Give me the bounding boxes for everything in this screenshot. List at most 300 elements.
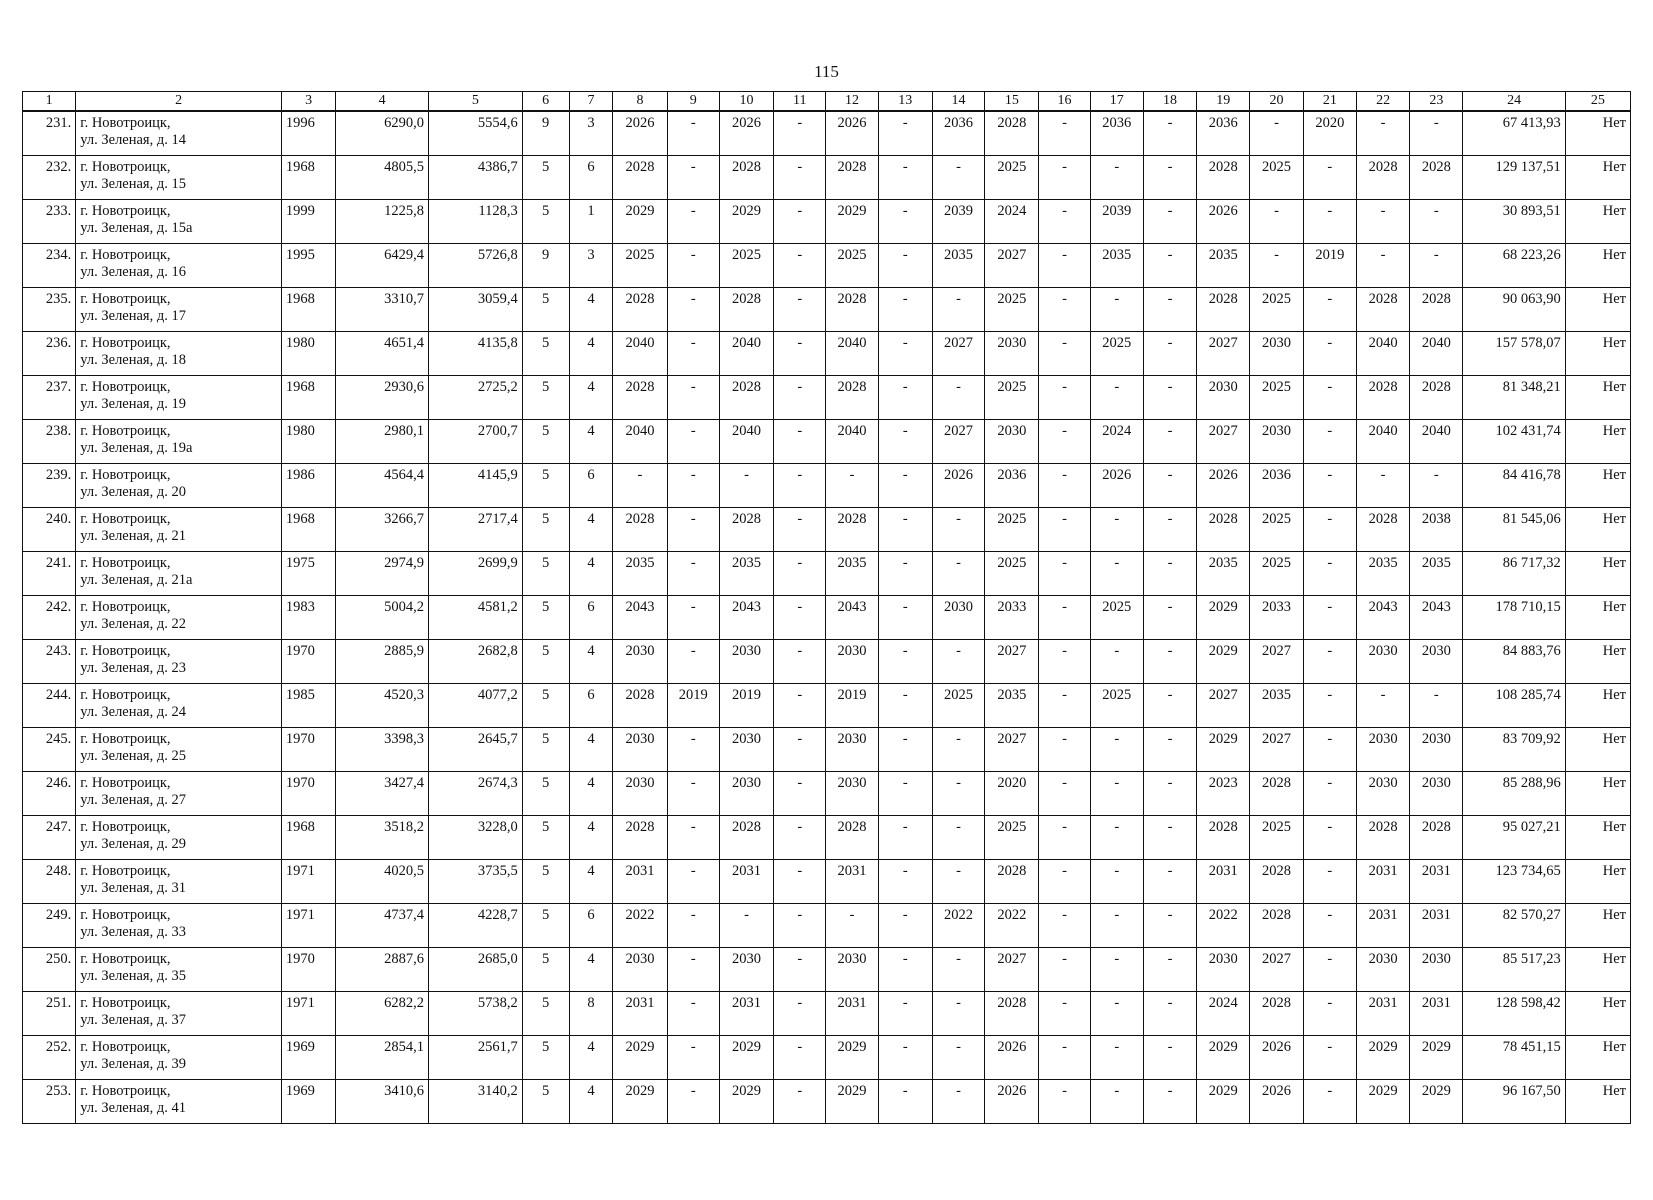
table-row bbox=[23, 991, 1631, 1035]
col-11-cell: - bbox=[774, 551, 826, 595]
col-16-cell: - bbox=[1039, 815, 1090, 859]
col-17-cell: - bbox=[1090, 991, 1143, 1035]
column-header-2: 2 bbox=[76, 92, 282, 112]
table-header bbox=[23, 92, 1631, 112]
col-11-cell: - bbox=[774, 727, 826, 771]
col-17-cell: - bbox=[1090, 155, 1143, 199]
col-19-cell: 2024 bbox=[1197, 991, 1250, 1035]
col-22-cell: 2031 bbox=[1356, 903, 1409, 947]
year-built: 1995 bbox=[281, 243, 335, 287]
col-6-cell: 5 bbox=[522, 287, 569, 331]
column-header-20: 20 bbox=[1250, 92, 1303, 112]
col-19-cell: 2035 bbox=[1197, 551, 1250, 595]
col-16-cell: - bbox=[1039, 243, 1090, 287]
row-number: 232. bbox=[23, 155, 76, 199]
living-area: 4135,8 bbox=[428, 331, 522, 375]
col-6-cell: 5 bbox=[522, 199, 569, 243]
flag-cell: Нет bbox=[1565, 331, 1630, 375]
year-built: 1985 bbox=[281, 683, 335, 727]
cost-cell: 90 063,90 bbox=[1463, 287, 1565, 331]
col-14-cell: 2035 bbox=[932, 243, 984, 287]
col-17-cell: - bbox=[1090, 375, 1143, 419]
table-row bbox=[23, 815, 1631, 859]
row-number: 252. bbox=[23, 1035, 76, 1079]
col-15-cell: 2025 bbox=[985, 155, 1039, 199]
living-area: 2685,0 bbox=[428, 947, 522, 991]
col-9-cell: - bbox=[667, 1079, 719, 1123]
col-14-cell: - bbox=[932, 155, 984, 199]
col-7-cell: 8 bbox=[569, 991, 613, 1035]
col-6-cell: 5 bbox=[522, 639, 569, 683]
row-number: 251. bbox=[23, 991, 76, 1035]
housing-registry-table bbox=[22, 91, 1631, 1124]
col-9-cell: - bbox=[667, 815, 719, 859]
living-area: 4228,7 bbox=[428, 903, 522, 947]
address: г. Новотроицк, ул. Зеленая, д. 41 bbox=[76, 1079, 282, 1123]
col-7-cell: 1 bbox=[569, 199, 613, 243]
col-14-cell: - bbox=[932, 1079, 984, 1123]
col-23-cell: 2031 bbox=[1410, 991, 1463, 1035]
col-17-cell: 2025 bbox=[1090, 683, 1143, 727]
year-built: 1971 bbox=[281, 903, 335, 947]
flag-cell: Нет bbox=[1565, 595, 1630, 639]
col-16-cell: - bbox=[1039, 859, 1090, 903]
row-number: 239. bbox=[23, 463, 76, 507]
col-21-cell: - bbox=[1303, 771, 1356, 815]
year-built: 1970 bbox=[281, 639, 335, 683]
col-20-cell: 2025 bbox=[1250, 155, 1303, 199]
col-23-cell: 2028 bbox=[1410, 155, 1463, 199]
cost-cell: 81 545,06 bbox=[1463, 507, 1565, 551]
table-row bbox=[23, 331, 1631, 375]
year-built: 1968 bbox=[281, 507, 335, 551]
flag-cell: Нет bbox=[1565, 419, 1630, 463]
col-13-cell: - bbox=[878, 815, 932, 859]
col-10-cell: 2031 bbox=[719, 991, 773, 1035]
col-22-cell: - bbox=[1356, 111, 1409, 155]
col-13-cell: - bbox=[878, 859, 932, 903]
col-10-cell: 2040 bbox=[719, 331, 773, 375]
col-22-cell: 2043 bbox=[1356, 595, 1409, 639]
table-row bbox=[23, 463, 1631, 507]
col-6-cell: 5 bbox=[522, 947, 569, 991]
col-23-cell: 2040 bbox=[1410, 331, 1463, 375]
col-9-cell: - bbox=[667, 1035, 719, 1079]
col-19-cell: 2029 bbox=[1197, 1035, 1250, 1079]
row-number: 238. bbox=[23, 419, 76, 463]
col-9-cell: - bbox=[667, 947, 719, 991]
col-19-cell: 2028 bbox=[1197, 287, 1250, 331]
col-18-cell: - bbox=[1143, 155, 1196, 199]
total-area: 2974,9 bbox=[336, 551, 429, 595]
column-header-4: 4 bbox=[336, 92, 429, 112]
page-number: 115 bbox=[814, 62, 839, 81]
column-header-12: 12 bbox=[826, 92, 878, 112]
flag-cell: Нет bbox=[1565, 991, 1630, 1035]
col-8-cell: 2022 bbox=[613, 903, 667, 947]
col-21-cell: - bbox=[1303, 727, 1356, 771]
living-area: 4145,9 bbox=[428, 463, 522, 507]
col-15-cell: 2025 bbox=[985, 815, 1039, 859]
col-7-cell: 4 bbox=[569, 287, 613, 331]
col-21-cell: - bbox=[1303, 287, 1356, 331]
cost-cell: 84 416,78 bbox=[1463, 463, 1565, 507]
col-20-cell: 2026 bbox=[1250, 1035, 1303, 1079]
col-9-cell: - bbox=[667, 595, 719, 639]
col-15-cell: 2028 bbox=[985, 991, 1039, 1035]
col-21-cell: - bbox=[1303, 991, 1356, 1035]
col-11-cell: - bbox=[774, 595, 826, 639]
address: г. Новотроицк, ул. Зеленая, д. 24 bbox=[76, 683, 282, 727]
col-10-cell: 2035 bbox=[719, 551, 773, 595]
col-18-cell: - bbox=[1143, 463, 1196, 507]
col-18-cell: - bbox=[1143, 375, 1196, 419]
col-15-cell: 2036 bbox=[985, 463, 1039, 507]
col-7-cell: 4 bbox=[569, 859, 613, 903]
address: г. Новотроицк, ул. Зеленая, д. 19 bbox=[76, 375, 282, 419]
cost-cell: 85 288,96 bbox=[1463, 771, 1565, 815]
col-11-cell: - bbox=[774, 155, 826, 199]
col-7-cell: 6 bbox=[569, 903, 613, 947]
col-8-cell: 2028 bbox=[613, 155, 667, 199]
col-20-cell: 2025 bbox=[1250, 287, 1303, 331]
flag-cell: Нет bbox=[1565, 507, 1630, 551]
cost-cell: 123 734,65 bbox=[1463, 859, 1565, 903]
col-6-cell: 5 bbox=[522, 683, 569, 727]
flag-cell: Нет bbox=[1565, 463, 1630, 507]
col-7-cell: 4 bbox=[569, 551, 613, 595]
address: г. Новотроицк, ул. Зеленая, д. 33 bbox=[76, 903, 282, 947]
column-header-22: 22 bbox=[1356, 92, 1409, 112]
row-number: 244. bbox=[23, 683, 76, 727]
col-6-cell: 5 bbox=[522, 815, 569, 859]
col-15-cell: 2030 bbox=[985, 419, 1039, 463]
flag-cell: Нет bbox=[1565, 727, 1630, 771]
address: г. Новотроицк, ул. Зеленая, д. 39 bbox=[76, 1035, 282, 1079]
col-16-cell: - bbox=[1039, 947, 1090, 991]
col-12-cell: 2019 bbox=[826, 683, 878, 727]
col-13-cell: - bbox=[878, 683, 932, 727]
col-17-cell: - bbox=[1090, 815, 1143, 859]
col-20-cell: 2030 bbox=[1250, 419, 1303, 463]
col-11-cell: - bbox=[774, 903, 826, 947]
column-header-24: 24 bbox=[1463, 92, 1565, 112]
table-row bbox=[23, 683, 1631, 727]
total-area: 4020,5 bbox=[336, 859, 429, 903]
flag-cell: Нет bbox=[1565, 111, 1630, 155]
col-15-cell: 2026 bbox=[985, 1035, 1039, 1079]
col-16-cell: - bbox=[1039, 463, 1090, 507]
col-12-cell: 2028 bbox=[826, 155, 878, 199]
col-17-cell: - bbox=[1090, 771, 1143, 815]
col-19-cell: 2026 bbox=[1197, 199, 1250, 243]
col-17-cell: - bbox=[1090, 639, 1143, 683]
col-10-cell: 2030 bbox=[719, 947, 773, 991]
col-9-cell: - bbox=[667, 243, 719, 287]
table-row bbox=[23, 155, 1631, 199]
col-16-cell: - bbox=[1039, 199, 1090, 243]
col-18-cell: - bbox=[1143, 199, 1196, 243]
col-12-cell: 2029 bbox=[826, 1035, 878, 1079]
total-area: 2854,1 bbox=[336, 1035, 429, 1079]
row-number: 250. bbox=[23, 947, 76, 991]
col-22-cell: - bbox=[1356, 243, 1409, 287]
col-6-cell: 5 bbox=[522, 1079, 569, 1123]
total-area: 2980,1 bbox=[336, 419, 429, 463]
table-row bbox=[23, 639, 1631, 683]
flag-cell: Нет bbox=[1565, 199, 1630, 243]
col-17-cell: 2025 bbox=[1090, 595, 1143, 639]
col-20-cell: 2026 bbox=[1250, 1079, 1303, 1123]
col-14-cell: - bbox=[932, 551, 984, 595]
col-23-cell: 2028 bbox=[1410, 815, 1463, 859]
column-header-25: 25 bbox=[1565, 92, 1630, 112]
col-23-cell: 2043 bbox=[1410, 595, 1463, 639]
col-7-cell: 6 bbox=[569, 155, 613, 199]
flag-cell: Нет bbox=[1565, 1079, 1630, 1123]
col-16-cell: - bbox=[1039, 111, 1090, 155]
living-area: 2682,8 bbox=[428, 639, 522, 683]
col-13-cell: - bbox=[878, 771, 932, 815]
total-area: 4520,3 bbox=[336, 683, 429, 727]
col-9-cell: - bbox=[667, 991, 719, 1035]
col-12-cell: 2031 bbox=[826, 991, 878, 1035]
row-number: 242. bbox=[23, 595, 76, 639]
col-6-cell: 5 bbox=[522, 463, 569, 507]
col-14-cell: 2022 bbox=[932, 903, 984, 947]
col-16-cell: - bbox=[1039, 287, 1090, 331]
col-16-cell: - bbox=[1039, 595, 1090, 639]
cost-cell: 178 710,15 bbox=[1463, 595, 1565, 639]
col-15-cell: 2022 bbox=[985, 903, 1039, 947]
year-built: 1970 bbox=[281, 771, 335, 815]
col-14-cell: - bbox=[932, 815, 984, 859]
total-area: 3398,3 bbox=[336, 727, 429, 771]
col-15-cell: 2028 bbox=[985, 859, 1039, 903]
col-8-cell: 2028 bbox=[613, 683, 667, 727]
col-22-cell: 2028 bbox=[1356, 375, 1409, 419]
year-built: 1968 bbox=[281, 815, 335, 859]
column-header-19: 19 bbox=[1197, 92, 1250, 112]
col-23-cell: - bbox=[1410, 199, 1463, 243]
col-6-cell: 5 bbox=[522, 991, 569, 1035]
col-6-cell: 5 bbox=[522, 551, 569, 595]
col-10-cell: 2028 bbox=[719, 155, 773, 199]
col-12-cell: 2030 bbox=[826, 771, 878, 815]
address: г. Новотроицк, ул. Зеленая, д. 17 bbox=[76, 287, 282, 331]
col-16-cell: - bbox=[1039, 639, 1090, 683]
col-16-cell: - bbox=[1039, 507, 1090, 551]
cost-cell: 68 223,26 bbox=[1463, 243, 1565, 287]
living-area: 5738,2 bbox=[428, 991, 522, 1035]
col-9-cell: - bbox=[667, 727, 719, 771]
col-19-cell: 2028 bbox=[1197, 155, 1250, 199]
col-11-cell: - bbox=[774, 639, 826, 683]
col-9-cell: - bbox=[667, 287, 719, 331]
col-21-cell: - bbox=[1303, 155, 1356, 199]
col-8-cell: 2030 bbox=[613, 947, 667, 991]
flag-cell: Нет bbox=[1565, 375, 1630, 419]
living-area: 4077,2 bbox=[428, 683, 522, 727]
col-22-cell: 2030 bbox=[1356, 639, 1409, 683]
col-10-cell: 2028 bbox=[719, 507, 773, 551]
column-header-8: 8 bbox=[613, 92, 667, 112]
flag-cell: Нет bbox=[1565, 815, 1630, 859]
col-7-cell: 3 bbox=[569, 111, 613, 155]
col-17-cell: - bbox=[1090, 1079, 1143, 1123]
col-10-cell: 2031 bbox=[719, 859, 773, 903]
year-built: 1970 bbox=[281, 947, 335, 991]
col-8-cell: 2040 bbox=[613, 331, 667, 375]
col-20-cell: 2033 bbox=[1250, 595, 1303, 639]
col-20-cell: 2025 bbox=[1250, 815, 1303, 859]
col-21-cell: - bbox=[1303, 1079, 1356, 1123]
col-20-cell: 2028 bbox=[1250, 859, 1303, 903]
living-area: 3735,5 bbox=[428, 859, 522, 903]
col-16-cell: - bbox=[1039, 155, 1090, 199]
col-16-cell: - bbox=[1039, 903, 1090, 947]
col-18-cell: - bbox=[1143, 419, 1196, 463]
col-12-cell: 2040 bbox=[826, 331, 878, 375]
col-9-cell: - bbox=[667, 111, 719, 155]
col-23-cell: 2035 bbox=[1410, 551, 1463, 595]
col-20-cell: - bbox=[1250, 199, 1303, 243]
col-6-cell: 5 bbox=[522, 727, 569, 771]
total-area: 1225,8 bbox=[336, 199, 429, 243]
flag-cell: Нет bbox=[1565, 903, 1630, 947]
col-22-cell: 2035 bbox=[1356, 551, 1409, 595]
col-8-cell: 2043 bbox=[613, 595, 667, 639]
col-14-cell: - bbox=[932, 507, 984, 551]
cost-cell: 128 598,42 bbox=[1463, 991, 1565, 1035]
col-8-cell: 2028 bbox=[613, 507, 667, 551]
col-14-cell: 2025 bbox=[932, 683, 984, 727]
col-15-cell: 2027 bbox=[985, 243, 1039, 287]
year-built: 1983 bbox=[281, 595, 335, 639]
col-12-cell: - bbox=[826, 463, 878, 507]
col-12-cell: 2029 bbox=[826, 199, 878, 243]
col-18-cell: - bbox=[1143, 991, 1196, 1035]
table-row bbox=[23, 595, 1631, 639]
col-8-cell: 2030 bbox=[613, 771, 667, 815]
col-17-cell: - bbox=[1090, 1035, 1143, 1079]
col-17-cell: - bbox=[1090, 947, 1143, 991]
table-row bbox=[23, 1035, 1631, 1079]
table-row bbox=[23, 287, 1631, 331]
col-11-cell: - bbox=[774, 1079, 826, 1123]
col-18-cell: - bbox=[1143, 903, 1196, 947]
col-21-cell: - bbox=[1303, 331, 1356, 375]
table-row bbox=[23, 859, 1631, 903]
col-7-cell: 4 bbox=[569, 375, 613, 419]
col-11-cell: - bbox=[774, 199, 826, 243]
col-8-cell: 2030 bbox=[613, 639, 667, 683]
address: г. Новотроицк, ул. Зеленая, д. 29 bbox=[76, 815, 282, 859]
col-13-cell: - bbox=[878, 111, 932, 155]
total-area: 4737,4 bbox=[336, 903, 429, 947]
cost-cell: 108 285,74 bbox=[1463, 683, 1565, 727]
cost-cell: 102 431,74 bbox=[1463, 419, 1565, 463]
col-11-cell: - bbox=[774, 947, 826, 991]
col-13-cell: - bbox=[878, 551, 932, 595]
col-23-cell: 2030 bbox=[1410, 639, 1463, 683]
col-18-cell: - bbox=[1143, 507, 1196, 551]
living-area: 2674,3 bbox=[428, 771, 522, 815]
year-built: 1970 bbox=[281, 727, 335, 771]
row-number: 233. bbox=[23, 199, 76, 243]
living-area: 5726,8 bbox=[428, 243, 522, 287]
col-8-cell: 2026 bbox=[613, 111, 667, 155]
col-18-cell: - bbox=[1143, 815, 1196, 859]
cost-cell: 96 167,50 bbox=[1463, 1079, 1565, 1123]
col-20-cell: 2030 bbox=[1250, 331, 1303, 375]
col-10-cell: 2030 bbox=[719, 771, 773, 815]
col-8-cell: 2028 bbox=[613, 287, 667, 331]
col-8-cell: 2028 bbox=[613, 375, 667, 419]
col-21-cell: 2020 bbox=[1303, 111, 1356, 155]
flag-cell: Нет bbox=[1565, 683, 1630, 727]
col-21-cell: - bbox=[1303, 463, 1356, 507]
col-6-cell: 5 bbox=[522, 375, 569, 419]
row-number: 247. bbox=[23, 815, 76, 859]
year-built: 1968 bbox=[281, 375, 335, 419]
col-20-cell: 2025 bbox=[1250, 375, 1303, 419]
col-15-cell: 2025 bbox=[985, 287, 1039, 331]
col-21-cell: - bbox=[1303, 903, 1356, 947]
col-14-cell: - bbox=[932, 1035, 984, 1079]
flag-cell: Нет bbox=[1565, 639, 1630, 683]
total-area: 4805,5 bbox=[336, 155, 429, 199]
col-9-cell: - bbox=[667, 375, 719, 419]
col-12-cell: 2025 bbox=[826, 243, 878, 287]
column-header-3: 3 bbox=[281, 92, 335, 112]
col-21-cell: - bbox=[1303, 815, 1356, 859]
year-built: 1971 bbox=[281, 991, 335, 1035]
col-21-cell: - bbox=[1303, 507, 1356, 551]
col-11-cell: - bbox=[774, 991, 826, 1035]
column-header-13: 13 bbox=[878, 92, 932, 112]
cost-cell: 82 570,27 bbox=[1463, 903, 1565, 947]
col-21-cell: - bbox=[1303, 551, 1356, 595]
col-22-cell: 2029 bbox=[1356, 1079, 1409, 1123]
col-7-cell: 6 bbox=[569, 595, 613, 639]
col-11-cell: - bbox=[774, 683, 826, 727]
col-19-cell: 2030 bbox=[1197, 375, 1250, 419]
col-22-cell: 2031 bbox=[1356, 991, 1409, 1035]
col-21-cell: - bbox=[1303, 1035, 1356, 1079]
cost-cell: 30 893,51 bbox=[1463, 199, 1565, 243]
col-8-cell: 2031 bbox=[613, 991, 667, 1035]
col-7-cell: 4 bbox=[569, 331, 613, 375]
address: г. Новотроицк, ул. Зеленая, д. 21 bbox=[76, 507, 282, 551]
col-18-cell: - bbox=[1143, 595, 1196, 639]
cost-cell: 86 717,32 bbox=[1463, 551, 1565, 595]
address: г. Новотроицк, ул. Зеленая, д. 23 bbox=[76, 639, 282, 683]
col-19-cell: 2029 bbox=[1197, 639, 1250, 683]
col-10-cell: 2028 bbox=[719, 287, 773, 331]
col-6-cell: 5 bbox=[522, 155, 569, 199]
column-header-15: 15 bbox=[985, 92, 1039, 112]
col-21-cell: - bbox=[1303, 199, 1356, 243]
col-11-cell: - bbox=[774, 419, 826, 463]
total-area: 4651,4 bbox=[336, 331, 429, 375]
col-12-cell: 2029 bbox=[826, 1079, 878, 1123]
col-9-cell: - bbox=[667, 155, 719, 199]
col-17-cell: - bbox=[1090, 287, 1143, 331]
col-9-cell: - bbox=[667, 419, 719, 463]
cost-cell: 84 883,76 bbox=[1463, 639, 1565, 683]
col-19-cell: 2031 bbox=[1197, 859, 1250, 903]
